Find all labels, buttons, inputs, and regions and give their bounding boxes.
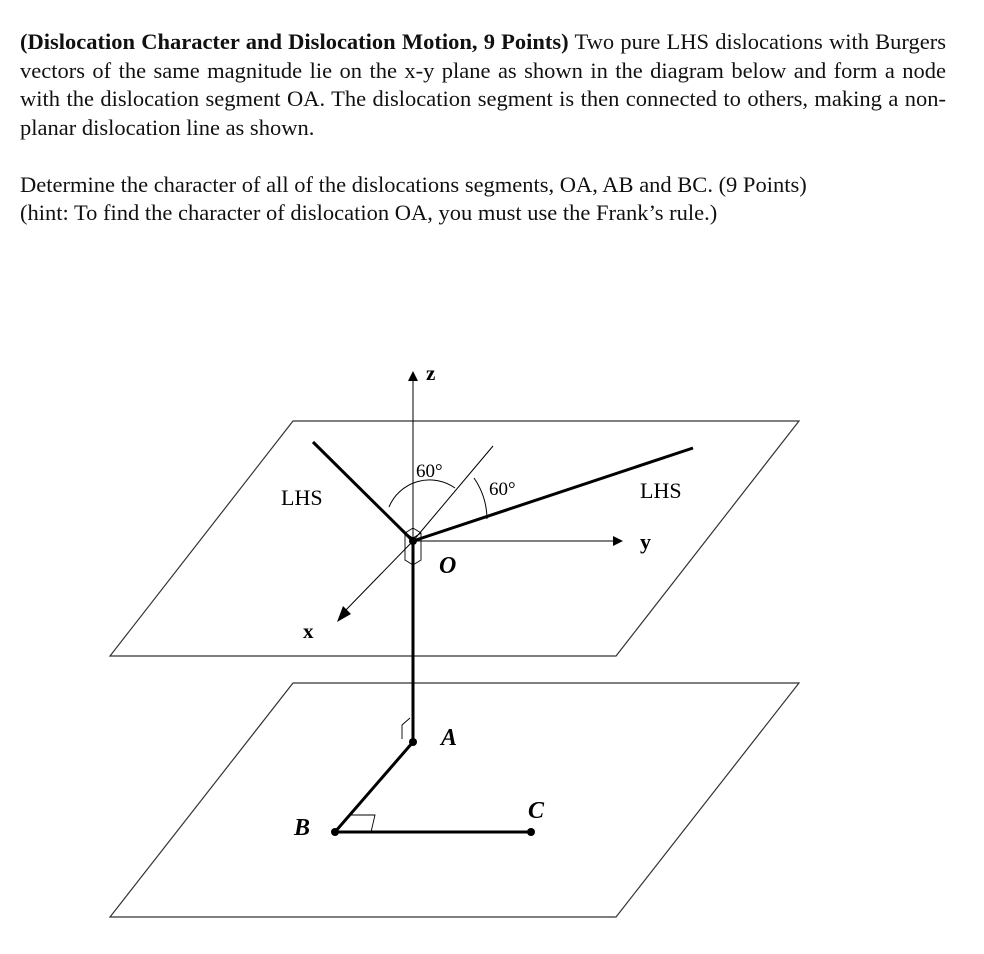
- node-o-dot: [409, 537, 417, 545]
- node-b-dot: [331, 828, 339, 836]
- problem-heading: (Dislocation Character and Dislocation Motion, 9 Points): [20, 29, 569, 54]
- x-axis-label: x: [303, 619, 314, 643]
- x-axis-arrowhead: [337, 606, 351, 622]
- upper-xy-plane: [110, 421, 799, 656]
- problem-intro: Two pure LHS dislocations with Burgers vectors of the same magnitude lie on the x-y plane as shown in the diagram below and form a node with the dislocation segment OA. The dislocation segment is then connected to others, making a non-planar dislocation line as shown.: [20, 29, 947, 140]
- angle-right-label: 60°: [489, 479, 516, 500]
- node-a-label: A: [441, 725, 458, 751]
- right-lhs-label: LHS: [640, 478, 682, 503]
- node-c-label: C: [528, 798, 545, 824]
- left-lhs-label: LHS: [281, 485, 323, 510]
- node-c-dot: [527, 828, 535, 836]
- problem-task: Determine the character of all of the dislocations segments, OA, AB and BC. (9 Points): [20, 171, 807, 197]
- problem-hint: (hint: To find the character of dislocation OA, you must use the Frank’s rule.): [20, 200, 718, 225]
- node-a-dot: [409, 738, 417, 746]
- right-angle-mark-a: [402, 718, 410, 739]
- lower-plane: [110, 683, 799, 917]
- right-angle-mark-b: [349, 815, 375, 832]
- node-o-label: O: [439, 553, 457, 579]
- y-axis-label: y: [640, 529, 651, 554]
- z-axis-label: z: [426, 361, 436, 385]
- x-axis: [343, 541, 413, 613]
- angle-arc-right: [474, 478, 487, 519]
- left-lhs-dislocation: [313, 442, 413, 541]
- angle-left-label: 60°: [416, 461, 443, 482]
- node-b-label: B: [294, 815, 311, 841]
